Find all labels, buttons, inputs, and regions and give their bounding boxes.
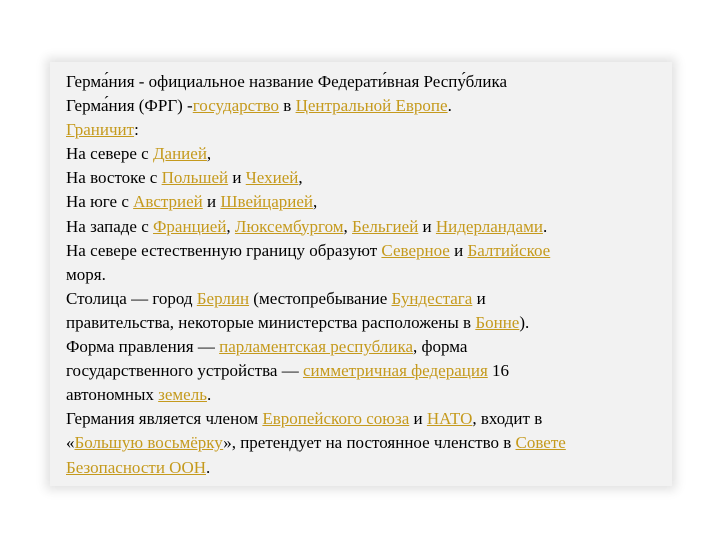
hyperlink[interactable]: Большую восьмёрку: [74, 433, 224, 453]
hyperlink[interactable]: Северное: [381, 240, 450, 260]
hyperlink[interactable]: НАТО: [426, 409, 473, 429]
text-line: [66, 70, 658, 94]
text-run: автономных: [66, 385, 159, 405]
text-line: [66, 190, 658, 214]
text-line: [66, 335, 658, 359]
text-run: ,: [343, 216, 353, 236]
text-run: ,: [226, 216, 235, 236]
hyperlink[interactable]: Нидерландами: [435, 216, 543, 236]
hyperlink[interactable]: Совете: [515, 433, 566, 453]
hyperlink[interactable]: Бонне: [475, 312, 520, 332]
text-line: [66, 215, 658, 239]
text-run: ,: [298, 168, 303, 188]
hyperlink[interactable]: Швейцарией: [220, 192, 313, 212]
text-run: и: [409, 409, 427, 429]
hyperlink[interactable]: Центральной Европе: [295, 96, 448, 116]
text-run: Столица — город: [66, 288, 197, 308]
text-line: [66, 456, 658, 480]
text-run: , форма: [413, 337, 468, 357]
hyperlink[interactable]: Данией: [152, 144, 207, 164]
hyperlink[interactable]: Безопасности ООН: [66, 457, 206, 477]
text-run: «: [66, 433, 75, 453]
hyperlink[interactable]: симметричная федерация: [302, 361, 488, 381]
text-run: 16: [487, 361, 510, 381]
text-line: [66, 142, 658, 166]
hyperlink[interactable]: Чехией: [245, 168, 299, 188]
text-line: [66, 311, 658, 335]
text-run: ,: [312, 192, 318, 212]
text-run: Германия является членом: [66, 409, 263, 429]
text-line: [66, 239, 658, 263]
text-line: [66, 263, 658, 287]
hyperlink[interactable]: Берлин: [196, 288, 250, 308]
text-run: и: [228, 168, 246, 188]
text-run: .: [447, 96, 452, 116]
text-run: .: [206, 457, 211, 477]
hyperlink[interactable]: Европейского союза: [262, 409, 410, 429]
text-line: [66, 383, 658, 407]
hyperlink[interactable]: государство: [192, 96, 280, 116]
hyperlink[interactable]: Бундестага: [391, 288, 473, 308]
text-line: [66, 407, 658, 431]
hyperlink[interactable]: земель: [158, 385, 207, 405]
text-run: », претендует на постоянное членство в: [223, 433, 516, 453]
text-run: Герма́ния - официальное название Федерати́вная Респу́блика: [66, 72, 508, 91]
text-line: [66, 118, 658, 142]
text-run: :: [134, 120, 139, 140]
text-run: На востоке с: [66, 168, 162, 188]
text-run: Форма правления —: [66, 337, 220, 357]
text-run: На западе с: [66, 216, 153, 236]
text-run: На юге с: [66, 192, 134, 212]
text-line: [66, 359, 658, 383]
text-run: (местопребывание: [249, 288, 392, 308]
text-run: На севере с: [66, 144, 153, 164]
text-line: [66, 94, 658, 118]
hyperlink[interactable]: Люксембургом: [234, 216, 344, 236]
hyperlink[interactable]: Граничит: [66, 120, 135, 140]
text-line: [66, 287, 658, 311]
hyperlink[interactable]: Австрией: [133, 192, 203, 212]
text-run: государственного устройства —: [66, 361, 303, 381]
hyperlink[interactable]: Бельгией: [352, 216, 419, 236]
text-run: ).: [519, 312, 530, 332]
text-run: и: [472, 288, 486, 308]
text-run: моря.: [66, 264, 106, 284]
text-run: На севере естественную границу образуют: [66, 240, 382, 260]
text-box: [50, 62, 672, 486]
text-run: и: [202, 192, 221, 212]
text-run: ,: [206, 144, 212, 164]
text-line: [66, 431, 658, 455]
text-run: Герма́ния (ФРГ) -: [66, 96, 193, 116]
text-run: , входит в: [472, 409, 543, 429]
hyperlink[interactable]: парламентская республика: [219, 337, 413, 357]
text-line: [66, 166, 658, 190]
text-run: и: [418, 216, 436, 236]
text-run: .: [542, 216, 548, 236]
hyperlink[interactable]: Балтийское: [467, 240, 551, 260]
hyperlink[interactable]: Францией: [153, 216, 227, 236]
text-run: и: [449, 240, 468, 260]
text-run: в: [279, 96, 296, 116]
text-run: правительства, некоторые министерства расположены в: [66, 312, 476, 332]
hyperlink[interactable]: Польшей: [161, 168, 229, 188]
text-run: .: [206, 385, 212, 405]
